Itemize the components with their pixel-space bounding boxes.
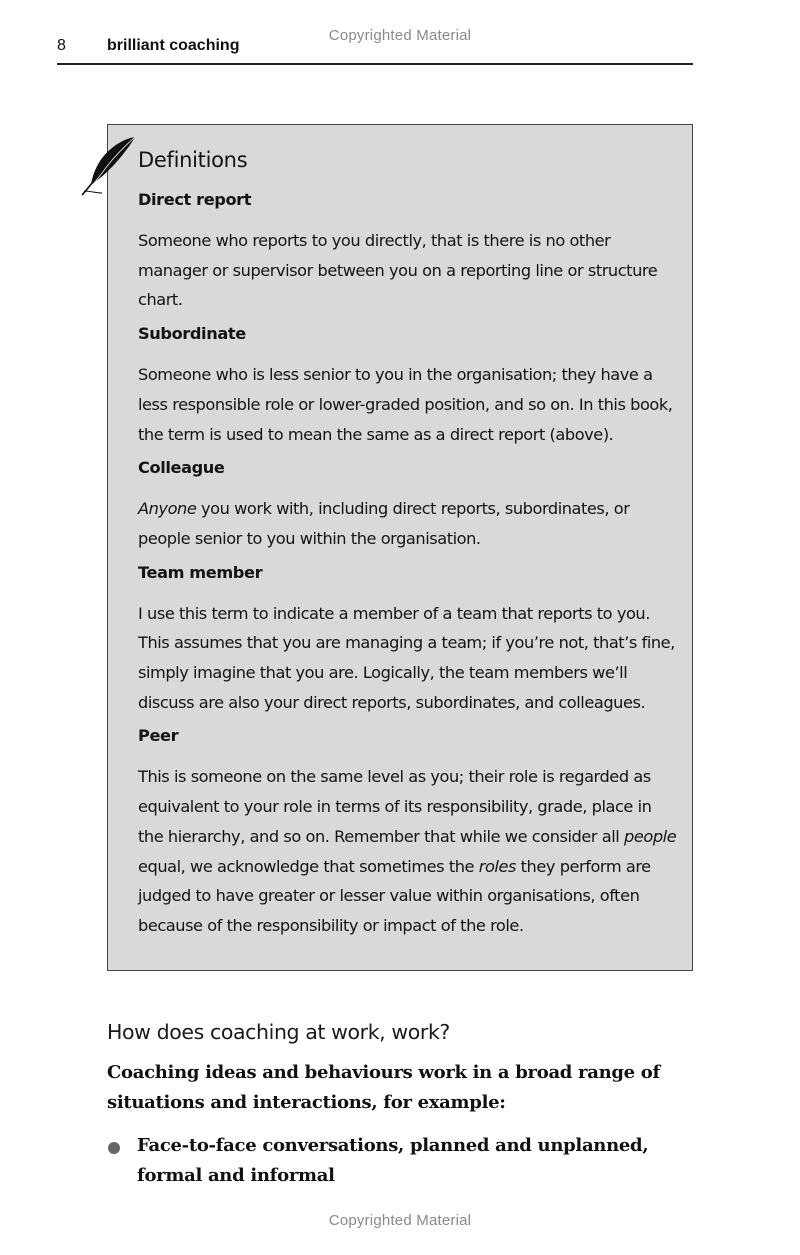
definition-team-member: I use this term to indicate a member of a team that reports to you. This assumes that you are managing a team; if you’re not, that’s fine, simply imagine that you are. Logically, the team members we’ll discuss are also your direct reports, subordinates, and colleagues. [138, 603, 675, 712]
bullet-list [107, 1131, 697, 1191]
emphasis-people: people [624, 826, 677, 846]
definition-direct-report: Someone who reports to you directly, that is there is no other manager or supervisor between you on a reporting line or structure chart. [138, 231, 658, 310]
quill-icon [80, 135, 138, 197]
term-direct-report: Direct report [138, 190, 252, 209]
definition-colleague-text: you work with, including direct reports, subordinates, or people senior to you within the organisation. [138, 499, 630, 548]
term-subordinate: Subordinate [138, 324, 246, 344]
emphasis-roles: roles [478, 856, 516, 876]
copyright-watermark-bottom: Copyrighted Material [328, 1212, 472, 1229]
definition-peer-part-b: equal, we acknowledge that sometimes the [138, 856, 479, 876]
definition-subordinate: Someone who is less senior to you in the organisation; they have a less responsible role or lower-graded position, and so on. In this book, the term is used to mean the same as a direct report (above). [138, 365, 673, 444]
section-intro: Coaching ideas and behaviours work in a broad range of situations and interactions, for example: [107, 1062, 660, 1113]
definition-peer [138, 762, 678, 940]
definitions-title: Definitions [138, 148, 248, 172]
term-peer: Peer [138, 726, 179, 746]
term-team-member: Team member [138, 562, 263, 582]
definitions-content [138, 148, 678, 950]
definition-peer-part-a: This is someone on the same level as you; their role is regarded as equivalent to your role in terms of its responsibility, grade, place in the hierarchy, and so on. Remember that while we consider all [138, 767, 652, 846]
definition-colleague [138, 494, 678, 553]
copyright-watermark-top: Copyrighted Material [328, 27, 472, 44]
running-title: brilliant coaching [107, 37, 240, 54]
definition-peer-part-c: they perform are judged to have greater or lesser value within organisations, often because of the responsibility or impact of the role. [138, 856, 651, 935]
emphasis-anyone: Anyone [138, 499, 197, 519]
term-colleague: Colleague [138, 458, 225, 478]
list-item-text: Face-to-face conversations, planned and unplanned, formal and informal [137, 1135, 649, 1186]
section-heading: How does coaching at work, work? [107, 1020, 450, 1044]
list-item [107, 1131, 697, 1191]
bullet-dot-icon [108, 1142, 120, 1154]
page-number: 8 [57, 37, 66, 54]
page-header [57, 37, 693, 65]
